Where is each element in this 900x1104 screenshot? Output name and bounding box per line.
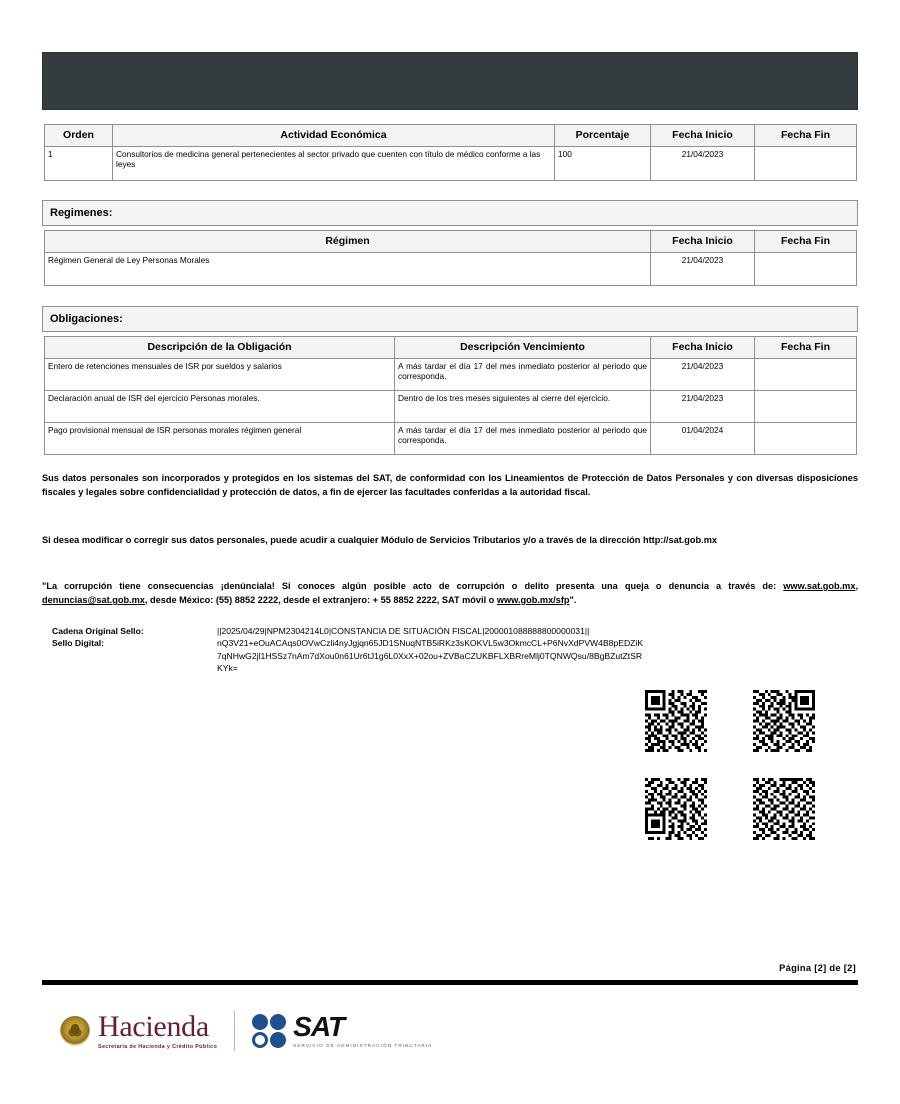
col-descripcion-vencimiento: Descripción Vencimiento	[395, 337, 651, 359]
sat-logo-subtitle: SERVICIO DE ADMINISTRACIÓN TRIBUTARIA	[293, 1043, 433, 1049]
obligaciones-table	[44, 336, 857, 455]
corruption-notice-mid: , desde México: (55) 8852 2222, desde el extranjero: + 55 8852 2222, SAT móvil o	[144, 594, 495, 605]
qr-quadrant-bottom-right-icon	[753, 778, 815, 840]
sat-dot-3	[252, 1032, 268, 1048]
table-header-row	[45, 125, 857, 147]
sello-digital-line-2: 7qNHwG2jl1HSSz7nAm7dXou0n61Ur6tJ1g6L0XxX+02ou+ZVBaCZUKBFLXBRreMlj0TQNWQsu/8BgBZutZtSR	[217, 650, 643, 661]
privacy-notice-paragraph: Sus datos personales son incorporados y protegidos en los sistemas del SAT, de conformidad con los Lineamientos de Protección de Datos Personales y con diversas disposiciones fiscales y legales sobre confidencialidad y protección de datos, a fin de ejercer las facultades conferidas a la autoridad fiscal.	[42, 473, 858, 497]
sat-logo	[252, 1013, 432, 1049]
sat-logo-title: SAT	[293, 1011, 345, 1043]
data-correction-text: Si desea modificar o corregir sus datos personales, puede acudir a cualquier Módulo de Servicios Tributarios y/o a través de la dirección	[42, 535, 641, 545]
actividades-economicas-table	[44, 124, 857, 181]
link-denuncias-email[interactable]: denuncias@sat.gob.mx	[42, 594, 145, 605]
logo-divider	[234, 1011, 235, 1051]
obligaciones-section-title: Obligaciones:	[42, 306, 858, 332]
col-fecha-fin: Fecha Fin	[755, 337, 857, 359]
cell-vencimiento: A más tardar el día 17 del mes inmediato posterior al periodo que corresponda.	[395, 359, 651, 391]
col-regimen: Régimen	[45, 231, 651, 253]
cell-descripcion: Entero de retenciones mensuales de ISR por sueldos y salarios	[45, 359, 395, 391]
link-sat-gob-mx[interactable]: www.sat.gob.mx	[783, 581, 856, 591]
cell-descripcion: Pago provisional mensual de ISR personas morales régimen general	[45, 423, 395, 455]
qr-quadrant-top-left-icon	[645, 690, 707, 752]
cell-fecha-inicio: 01/04/2024	[651, 423, 755, 455]
cell-fecha-fin	[755, 253, 857, 286]
table-header-row	[45, 231, 857, 253]
sello-values	[217, 625, 852, 675]
cell-fecha-inicio: 21/04/2023	[651, 147, 755, 181]
regimenes-table	[44, 230, 857, 286]
sello-block	[52, 625, 852, 675]
qr-quadrant-bottom-left-icon	[645, 778, 707, 840]
col-descripcion-obligacion: Descripción de la Obligación	[45, 337, 395, 359]
data-correction-paragraph	[42, 534, 858, 548]
hacienda-logo-title: Hacienda	[98, 1009, 209, 1043]
col-fecha-fin: Fecha Fin	[755, 231, 857, 253]
cell-fecha-fin	[755, 147, 857, 181]
label-sello-digital: Sello Digital:	[52, 638, 105, 649]
cell-fecha-inicio: 21/04/2023	[651, 359, 755, 391]
cell-fecha-fin	[755, 391, 857, 423]
cell-vencimiento: Dentro de los tres meses siguientes al cierre del ejercicio.	[395, 391, 651, 423]
corruption-notice-lead: "La corrupción tiene consecuencias ¡denúnciala! Si conoces algún posible acto de corrupción o delito presenta una queja o denuncia a través de:	[42, 581, 777, 591]
cell-regimen: Régimen General de Ley Personas Morales	[45, 253, 651, 286]
col-actividad-economica: Actividad Económica	[113, 125, 555, 147]
cell-porcentaje: 100	[555, 147, 651, 181]
table-row	[45, 147, 857, 181]
sello-digital-line-3: KYk=	[217, 663, 238, 674]
sat-dot-4	[270, 1032, 286, 1048]
link-gob-mx-sfp[interactable]: www.gob.mx/sfp	[496, 594, 570, 605]
page-number: Página [2] de [2]	[779, 963, 856, 973]
footer-logos	[60, 1003, 432, 1059]
constancia-qr-code	[645, 690, 820, 840]
cadena-original-value: ||2025/04/29|NPM2304214L0|CONSTANCIA DE SITUACIÓN FISCAL|200001088888800000031||	[217, 626, 590, 636]
regimenes-section-title: Regimenes:	[42, 200, 858, 226]
col-porcentaje: Porcentaje	[555, 125, 651, 147]
cell-fecha-fin	[755, 359, 857, 391]
sat-dot-2	[270, 1014, 286, 1030]
footer-divider	[42, 980, 858, 985]
col-fecha-inicio: Fecha Inicio	[651, 125, 755, 147]
sello-digital-line-1: nQ3V21+eOuACAqs0OVwCzli4nyJgjqn65JD1SNuqNTB5iRKz3sKOKVL5w3OkmcCL+P6NvXdPVW4B8pEDZiK	[217, 638, 644, 649]
table-row	[45, 423, 857, 455]
qr-quadrant-top-right-icon	[753, 690, 815, 752]
table-header-row	[45, 337, 857, 359]
sat-dots-icon	[252, 1014, 286, 1048]
corruption-notice-paragraph	[42, 580, 858, 608]
sat-portal-url: http://sat.gob.mx	[642, 535, 717, 545]
mexican-coat-of-arms-icon	[60, 1016, 90, 1046]
hacienda-logo-subtitle: Secretaría de Hacienda y Crédito Público	[98, 1043, 218, 1050]
document-header-band	[42, 52, 858, 110]
comma-separator: ,	[855, 581, 858, 591]
cell-fecha-fin	[755, 423, 857, 455]
cell-orden: 1	[45, 147, 113, 181]
col-fecha-fin: Fecha Fin	[755, 125, 857, 147]
table-row	[45, 253, 857, 286]
cell-descripcion: Declaración anual de ISR del ejercicio Personas morales.	[45, 391, 395, 423]
label-cadena-original: Cadena Original Sello:	[52, 626, 144, 636]
table-row	[45, 391, 857, 423]
corruption-notice-end: ".	[569, 594, 577, 605]
cell-fecha-inicio: 21/04/2023	[651, 253, 755, 286]
table-row	[45, 359, 857, 391]
sello-labels	[52, 625, 217, 675]
cell-fecha-inicio: 21/04/2023	[651, 391, 755, 423]
col-orden: Orden	[45, 125, 113, 147]
col-fecha-inicio: Fecha Inicio	[651, 231, 755, 253]
sat-dot-1	[252, 1014, 268, 1030]
col-fecha-inicio: Fecha Inicio	[651, 337, 755, 359]
hacienda-logo	[60, 1009, 218, 1050]
cell-actividad: Consultorios de medicina general pertenecientes al sector privado que cuenten con título de médico conforme a las leyes	[113, 147, 555, 181]
cell-vencimiento: A más tardar el día 17 del mes inmediato posterior al periodo que corresponda.	[395, 423, 651, 455]
